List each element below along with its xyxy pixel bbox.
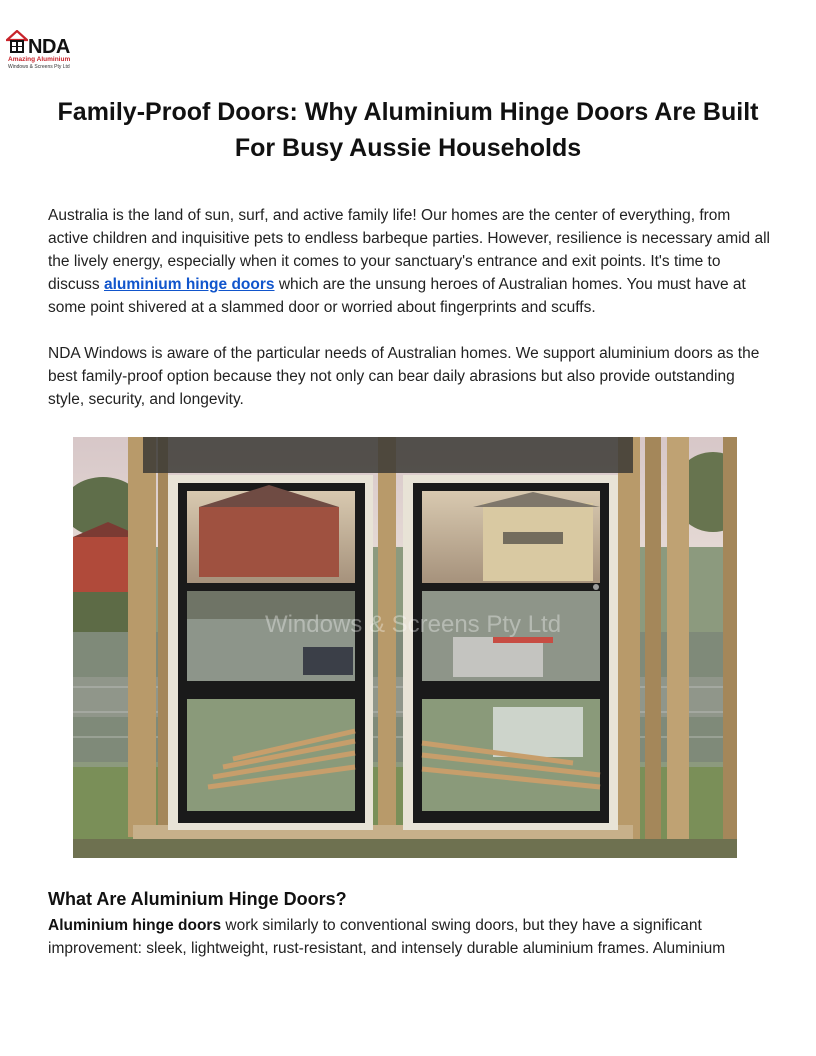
house-icon: [6, 30, 28, 54]
logo-brand: NDA: [28, 36, 70, 58]
intro-text-before: Australia is the land of sun, surf, and active family life! Our homes are the center of everything, from active children and inquisitive pets to endless barbeque parties. However, resilience is necessary amid all the lively energy, especially when it comes to your sanctuary's entrance and exit points. It's time to discuss: [48, 207, 770, 293]
aluminium-hinge-doors-link[interactable]: aluminium hinge doors: [104, 276, 275, 293]
logo-tagline: Amazing Aluminium: [8, 56, 71, 63]
section-lead-bold: Aluminium hinge doors: [48, 917, 222, 934]
section-heading: What Are Aluminium Hinge Doors?: [48, 889, 347, 909]
nda-logo[interactable]: [6, 30, 82, 74]
logo-subline: Windows & Screens Pty Ltd: [8, 64, 70, 70]
page-title: Family-Proof Doors: Why Aluminium Hinge Doors Are Built For Busy Aussie Households: [57, 98, 759, 162]
section-paragraph: [48, 914, 770, 960]
intro-text-after: which are the unsung heroes of Australian homes. You must have at some point shivered at a slammed door or worried about fingerprints and scuffs.: [48, 276, 746, 316]
nda-paragraph: NDA Windows is aware of the particular needs of Australian homes. We support aluminium doors as the best family-proof option because they not only can bear daily abrasions but also provide outstanding style, security, and longevity.: [48, 345, 760, 408]
photo-watermark: Windows & Screens Pty Ltd: [264, 611, 562, 638]
hinge-door-photo: [73, 437, 737, 858]
intro-paragraph: [48, 204, 770, 319]
section-text: work similarly to conventional swing doors, but they have a significant improvement: sleek, lightweight, rust-resistant, and intensely durable aluminium frames. Aluminium: [48, 917, 726, 957]
